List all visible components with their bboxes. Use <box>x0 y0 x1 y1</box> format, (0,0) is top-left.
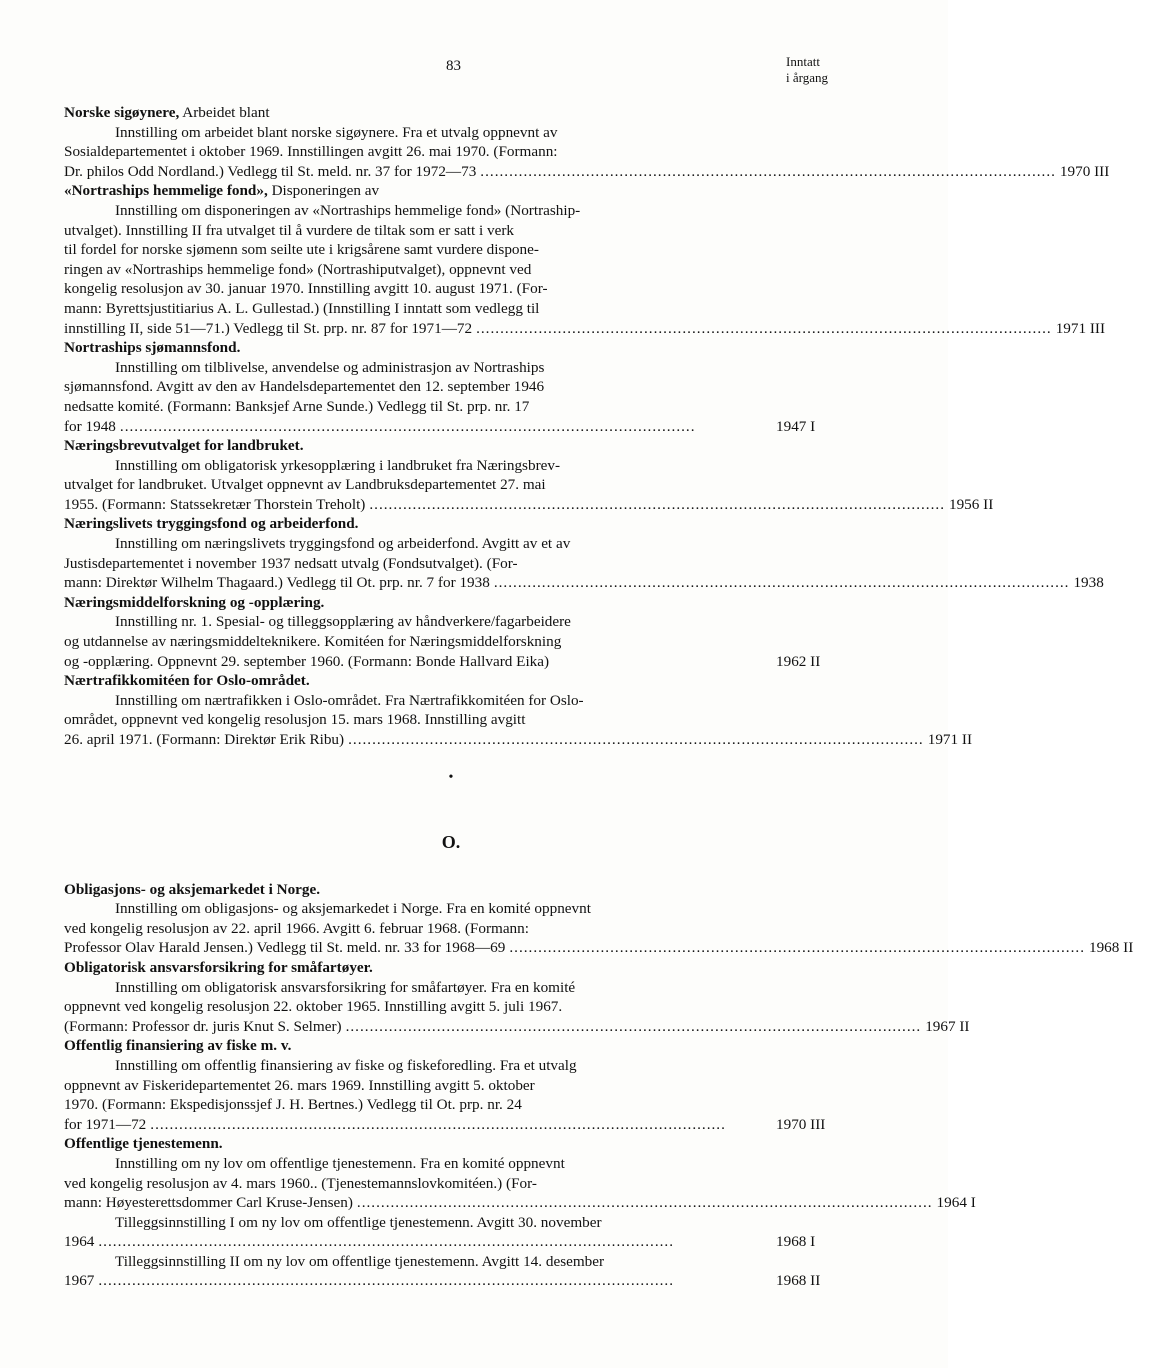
entry-heading-title: Offentlig finansiering av fiske m. v. <box>64 1037 292 1055</box>
entry-line-with-year <box>64 730 973 750</box>
entry-year: 1970 III <box>776 1115 826 1133</box>
dot-leader: ........................................................................................................................ <box>480 162 1056 180</box>
entry-text: ved kongelig resolusjon av 4. mars 1960.. (Tjenestemannslovkomitéen.) (For- <box>64 1174 537 1192</box>
dot-leader: ........................................................................................................................ <box>345 1017 922 1035</box>
entry-line <box>64 1252 838 1272</box>
entry-text: oppnevnt av Fiskeridepartementet 26. mars 1969. Innstilling avgitt 5. oktober <box>64 1076 535 1094</box>
entry-heading <box>64 436 838 456</box>
entry-text: området, oppnevnt ved kongelig resolusjon 15. mars 1968. Innstilling avgitt <box>64 711 526 729</box>
entry-heading <box>64 181 838 201</box>
entry-line <box>64 632 838 652</box>
entry-year: 1971 II <box>927 731 973 748</box>
entry-text: Justisdepartementet i november 1937 nedsatt utvalg (Fondsutvalget). (For- <box>64 554 518 572</box>
entry-heading-title: Næringsmiddelforskning og -opplæring. <box>64 593 325 611</box>
entry-year: 1964 I <box>936 1194 976 1212</box>
entry-line <box>64 997 838 1017</box>
entry-text: Innstilling om obligasjons- og aksjemarkedet i Norge. Fra en komité oppnevnt <box>115 900 591 918</box>
entry-line <box>64 1174 838 1194</box>
index-entry <box>64 958 970 1036</box>
entry-line-with-year <box>64 1232 838 1252</box>
entry-line <box>64 221 838 241</box>
dot-leader: ........................................................................................................................ <box>493 574 1070 592</box>
entry-text: 1955. (Formann: Statssekretær Thorstein Treholt) <box>64 495 366 513</box>
entry-line <box>64 554 838 574</box>
entry-heading-title: Nortraships sjømannsfond. <box>64 339 241 357</box>
index-entry <box>64 436 994 514</box>
entry-line <box>64 978 838 998</box>
dot-leader: ........................................................................................................................ <box>348 731 924 748</box>
index-entry <box>64 1134 976 1291</box>
dot-leader: ........................................................................................................................ <box>98 1272 674 1290</box>
entry-line-with-year <box>64 495 994 515</box>
dot-leader: ........................................................................................................................ <box>98 1233 674 1251</box>
entry-text: Dr. philos Odd Nordland.) Vedlegg til St. meld. nr. 37 for 1972—73 <box>64 162 477 180</box>
entry-heading <box>64 1036 838 1056</box>
entry-year: 1971 III <box>1055 319 1106 337</box>
entry-line-with-year <box>64 162 1110 182</box>
entry-year: 1970 III <box>1059 162 1110 180</box>
entry-line <box>64 475 838 495</box>
entry-text: Tilleggsinnstilling II om ny lov om offentlige tjenestemenn. Avgitt 14. desember <box>115 1252 605 1270</box>
column-header-line-2: i årgang <box>786 70 828 85</box>
entry-heading-title: Norske sigøynere, <box>64 104 180 121</box>
entry-heading <box>64 514 838 534</box>
entry-text: nedsatte komité. (Formann: Banksjef Arne Sunde.) Vedlegg til St. prp. nr. 17 <box>64 397 530 415</box>
entry-text: Sosialdepartementet i oktober 1969. Innstillingen avgitt 26. mai 1970. (Formann: <box>64 143 558 161</box>
entry-text: Innstilling nr. 1. Spesial- og tilleggsopplæring av håndverkere/fagarbeidere <box>115 613 571 631</box>
entry-text: Innstilling om næringslivets tryggingsfond og arbeiderfond. Avgitt av et av <box>115 535 571 553</box>
entry-year: 1938 <box>1073 574 1104 592</box>
entry-heading-title: Næringsbrevutvalget for landbruket. <box>64 437 304 455</box>
entry-text: ringen av «Nortraships hemmelige fond» (Nortrashiputvalget), oppnevnt ved <box>64 260 532 278</box>
entry-line-with-year <box>64 938 1134 958</box>
entry-line <box>64 1076 838 1096</box>
entry-heading <box>64 671 838 691</box>
entry-text: kongelig resolusjon av 30. januar 1970. Innstilling avgitt 10. august 1971. (For- <box>64 280 548 298</box>
index-entry <box>64 181 1106 338</box>
entry-text: sjømannsfond. Avgitt av den av Handelsdepartementet den 12. september 1946 <box>64 378 545 396</box>
entry-line-with-year <box>64 652 838 672</box>
dot-leader: ........................................................................................................................ <box>369 495 945 513</box>
entry-line-with-year <box>64 417 838 437</box>
entry-text: Innstilling om obligatorisk ansvarsforsikring for småfartøyer. Fra en komité <box>115 978 576 996</box>
column-header-inntatt <box>786 54 828 86</box>
entry-text: utvalget for landbruket. Utvalget oppnevnt av Landbruksdepartementet 27. mai <box>64 476 546 494</box>
entry-text: Innstilling om offentlig finansiering av fiske og fiskeforedling. Fra et utvalg <box>115 1056 577 1074</box>
entry-line <box>64 123 838 143</box>
entry-year: 1962 II <box>776 652 821 670</box>
entry-text: Innstilling om tilblivelse, anvendelse og administrasjon av Nortraships <box>115 358 545 376</box>
page-number: 83 <box>446 58 461 74</box>
entry-heading-title: Obligasjons- og aksjemarkedet i Norge. <box>64 880 321 898</box>
entry-line-with-year <box>64 1115 838 1135</box>
entry-line <box>64 899 838 919</box>
entry-line <box>64 1213 838 1233</box>
entry-line <box>64 260 838 280</box>
entry-text: 1964 <box>64 1233 95 1251</box>
entry-text: og -opplæring. Oppnevnt 29. september 1960. (Formann: Bonde Hallvard Eika) <box>64 652 550 670</box>
entry-line <box>64 456 838 476</box>
entry-line <box>64 201 838 221</box>
entry-line <box>64 240 838 260</box>
entry-text: 1970. (Formann: Ekspedisjonssjef J. H. Bertnes.) Vedlegg til Ot. prp. nr. 24 <box>64 1096 522 1114</box>
entry-text: Innstilling om arbeidet blant norske sigøynere. Fra et utvalg oppnevnt av <box>115 123 558 141</box>
dot-leader: ........................................................................................................................ <box>476 319 1052 337</box>
entry-line <box>64 691 838 711</box>
entry-heading-title: Offentlige tjenestemenn. <box>64 1135 223 1153</box>
entry-heading-rest: Disponeringen av <box>267 182 380 200</box>
entry-line <box>64 1095 838 1115</box>
entry-text: for 1971—72 <box>64 1115 147 1133</box>
index-entry <box>64 514 1104 592</box>
entry-line-with-year <box>64 1017 970 1037</box>
entry-text: 26. april 1971. (Formann: Direktør Erik Ribu) <box>64 731 345 748</box>
index-entry <box>64 103 1110 181</box>
entry-year: 1967 II <box>925 1017 970 1035</box>
entry-heading-title: «Nortraships hemmelige fond», <box>64 182 268 200</box>
entry-heading <box>64 958 838 978</box>
entry-line <box>64 1056 838 1076</box>
entry-line <box>64 142 838 162</box>
column-header-line-1: Inntatt <box>786 54 820 69</box>
entry-heading-rest: Arbeidet blant <box>179 104 270 121</box>
entry-year: 1968 II <box>1088 939 1134 957</box>
entry-year: 1968 II <box>776 1272 821 1290</box>
index-entry <box>64 338 838 436</box>
index-entry <box>64 593 838 671</box>
entry-line <box>64 919 838 939</box>
index-entry <box>64 671 973 749</box>
entry-text: til fordel for norske sjømenn som seilte ute i krigsårene samt vurdere dispone- <box>64 241 539 259</box>
entry-heading-title: Nærtrafikkomitéen for Oslo-området. <box>64 672 310 690</box>
entry-line <box>64 612 838 632</box>
entry-year: 1947 I <box>776 417 816 435</box>
entry-text: mann: Direktør Wilhelm Thagaard.) Vedlegg til Ot. prp. nr. 7 for 1938 <box>64 574 490 592</box>
entry-text: Innstilling om nærtrafikken i Oslo-området. Fra Nærtrafikkomitéen for Oslo- <box>115 691 584 709</box>
dot-leader: ........................................................................................................................ <box>150 1115 726 1133</box>
entry-heading <box>64 1134 838 1154</box>
entry-text: Professor Olav Harald Jensen.) Vedlegg til St. meld. nr. 33 for 1968—69 <box>64 939 506 957</box>
index-content <box>64 103 1134 1291</box>
entry-text: oppnevnt ved kongelig resolusjon 22. oktober 1965. Innstilling avgitt 5. juli 1967. <box>64 998 563 1016</box>
entry-heading <box>64 880 838 900</box>
bullet-mark: • <box>448 769 454 785</box>
entry-text: (Formann: Professor dr. juris Knut S. Selmer) <box>64 1017 342 1035</box>
entry-line <box>64 1154 838 1174</box>
entry-text: Innstilling om disponeringen av «Nortraships hemmelige fond» (Nortraship- <box>115 201 581 219</box>
entry-heading <box>64 593 838 613</box>
entry-line <box>64 397 838 417</box>
entry-text: innstilling II, side 51—71.) Vedlegg til St. prp. nr. 87 for 1971—72 <box>64 319 473 337</box>
entry-text: 1967 <box>64 1272 95 1290</box>
entry-heading-title: Næringslivets tryggingsfond og arbeiderfond. <box>64 515 359 533</box>
entry-heading-title: Obligatorisk ansvarsforsikring for småfartøyer. <box>64 958 373 976</box>
entry-line-with-year <box>64 1271 838 1291</box>
entry-line-with-year <box>64 573 1104 593</box>
entries-before-section <box>64 103 1110 750</box>
entry-year: 1956 II <box>948 495 994 513</box>
index-entry <box>64 880 1134 958</box>
dot-leader: ........................................................................................................................ <box>356 1194 933 1212</box>
entry-text: Innstilling om ny lov om offentlige tjenestemenn. Fra en komité oppnevnt <box>115 1154 565 1172</box>
entry-line-with-year <box>64 319 1106 339</box>
entry-heading <box>64 103 838 123</box>
entry-year: 1968 I <box>776 1233 816 1251</box>
section-letter: O. <box>441 831 461 852</box>
entry-text: Tilleggsinnstilling I om ny lov om offentlige tjenestemenn. Avgitt 30. november <box>115 1213 602 1231</box>
entry-text: og utdannelse av næringsmiddelteknikere. Komitéen for Næringsmiddelforskning <box>64 633 562 651</box>
entry-text: for 1948 <box>64 417 116 435</box>
dot-leader: ........................................................................................................................ <box>509 939 1085 957</box>
index-entry <box>64 1036 838 1134</box>
entry-line <box>64 377 838 397</box>
entry-text: Innstilling om obligatorisk yrkesopplæring i landbruket fra Næringsbrev- <box>115 456 561 474</box>
entry-line <box>64 299 838 319</box>
entry-text: utvalget). Innstilling II fra utvalget til å vurdere de tiltak som er satt i verk <box>64 221 515 239</box>
dot-leader: ........................................................................................................................ <box>119 417 696 435</box>
entries-after-section <box>64 880 1134 1291</box>
entry-line-with-year <box>64 1193 976 1213</box>
entry-heading <box>64 338 838 358</box>
entry-line <box>64 358 838 378</box>
entry-text: mann: Høyesterettsdommer Carl Kruse-Jensen) <box>64 1194 353 1212</box>
entry-line <box>64 710 838 730</box>
entry-line <box>64 279 838 299</box>
entry-text: mann: Byrettsjustitiarius A. L. Gullestad.) (Innstilling I inntatt som vedlegg til <box>64 299 540 317</box>
entry-text: ved kongelig resolusjon av 22. april 1966. Avgitt 6. februar 1968. (Formann: <box>64 919 529 937</box>
entry-line <box>64 534 838 554</box>
